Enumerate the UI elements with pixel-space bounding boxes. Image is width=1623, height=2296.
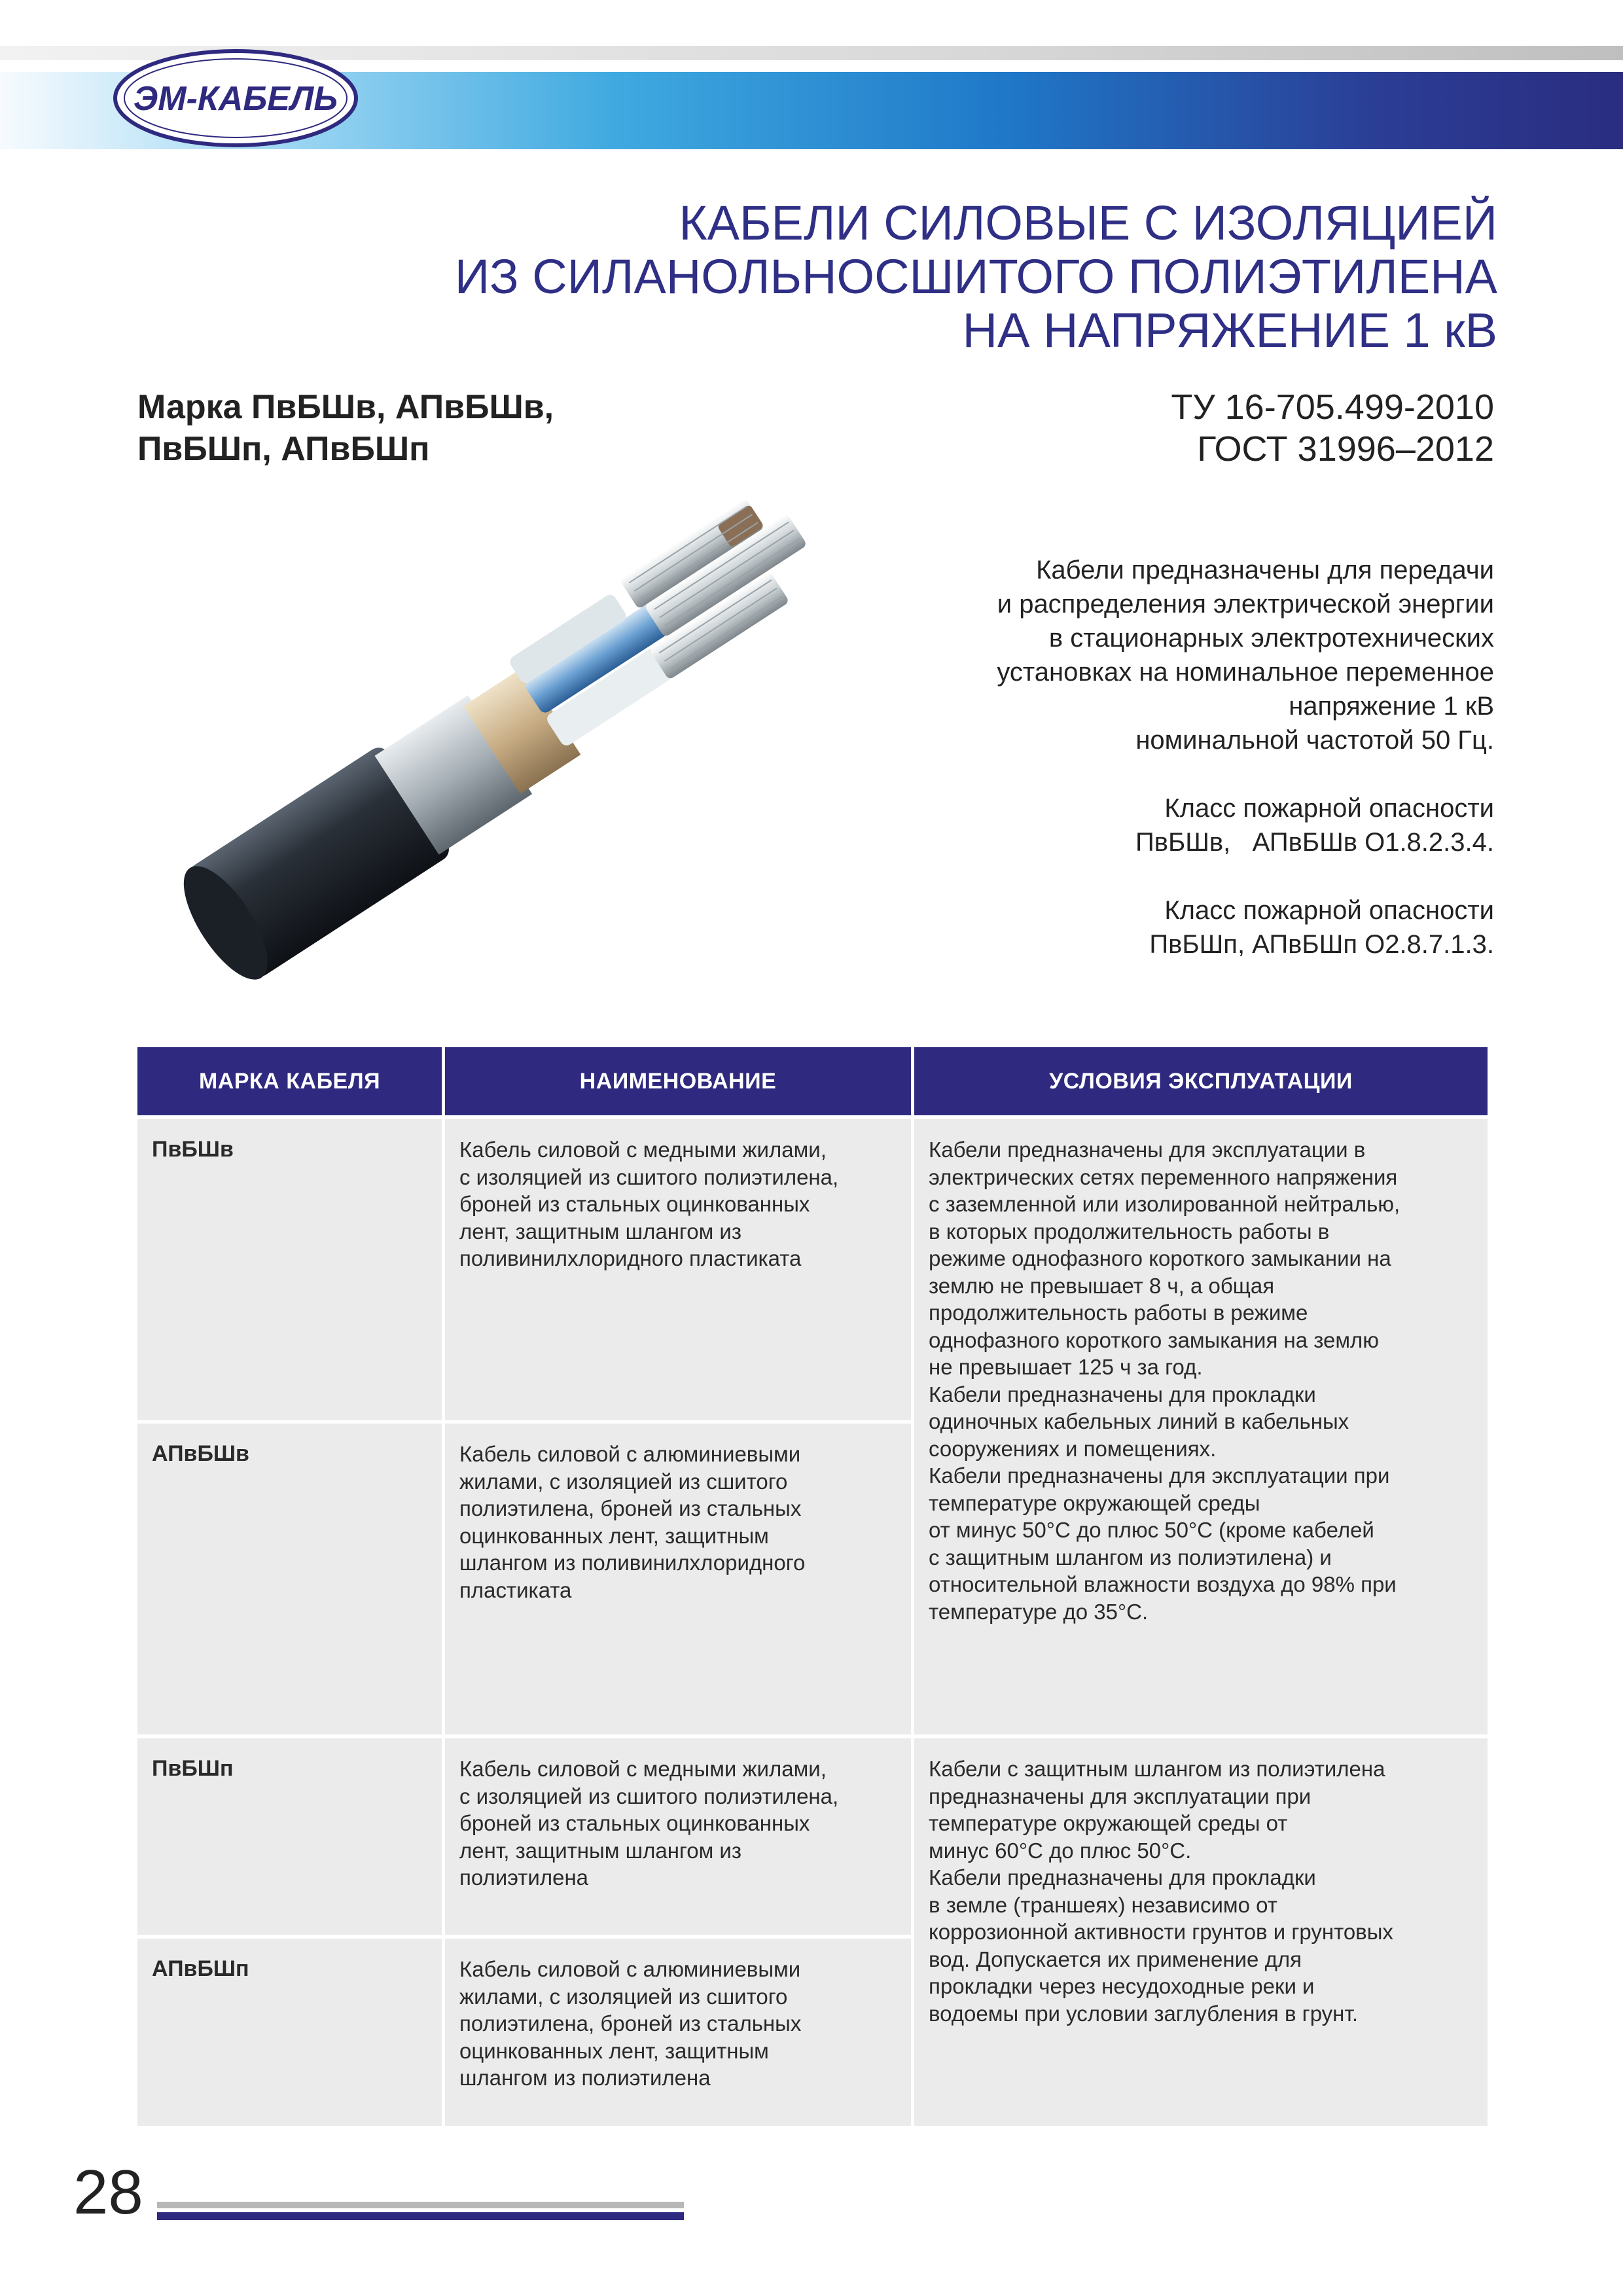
table-cell-conditions: Кабели с защитным шлангом из полиэтилена предназначены для эксплуатации при температуре окружающей среды от минус 60°С до плюс 50°С. Кабели предназначены для прокладки в земле (траншеях) независимо от коррозионной активности грунтов и грунтовых вод. Допускается их применение для прокладки через несудоходные реки и водоемы при условии заглубления в грунт.	[914, 1738, 1488, 2126]
table-header-mark: МАРКА КАБЕЛЯ	[137, 1047, 442, 1115]
fire-class-value: ПвБШв, АПвБШв О1.8.2.3.4.	[1135, 828, 1494, 857]
description-line: установках на номинальное переменное	[997, 658, 1494, 687]
table-cell-name: Кабель силовой с алюминиевыми жилами, с изоляцией из сшитого полиэтилена, броней из стальных оцинкованных лент, защитным шлангом из полиэтилена	[445, 1939, 911, 2126]
description-line: Кабели предназначены для передачи	[1036, 556, 1494, 584]
table-header-conditions: УСЛОВИЯ ЭКСПЛУАТАЦИИ	[914, 1047, 1488, 1115]
standards-block	[905, 386, 1494, 470]
cable-mark-line: Марка ПвБШв, АПвБШв,	[137, 388, 554, 426]
footer-rule-blue	[157, 2212, 684, 2220]
page-title-line: КАБЕЛИ СИЛОВЫЕ С ИЗОЛЯЦИЕЙ	[679, 196, 1497, 250]
cable-mark-heading	[137, 386, 726, 470]
description-line: и распределения электрической энергии	[997, 590, 1494, 619]
standard-tu: ТУ 16-705.499-2010	[1171, 387, 1494, 427]
page-number: 28	[73, 2157, 143, 2227]
table-cell-name: Кабель силовой с медными жилами, с изоляцией из сшитого полиэтилена, броней из стальных оцинкованных лент, защитным шлангом из поливинилхлоридного пластиката	[445, 1119, 911, 1420]
table-cell-name: Кабель силовой с алюминиевыми жилами, с изоляцией из сшитого полиэтилена, броней из стальных оцинкованных лент, защитным шлангом из поливинилхлоридного пластиката	[445, 1424, 911, 1734]
fire-class-label: Класс пожарной опасности	[1164, 794, 1494, 823]
brand-logo	[110, 46, 362, 151]
brand-logo-text: ЭМ-КАБЕЛЬ	[133, 80, 338, 118]
footer-rule-grey	[157, 2202, 684, 2208]
table-cell-mark: ПвБШп	[137, 1738, 442, 1935]
fire-class-label: Класс пожарной опасности	[1164, 896, 1494, 925]
page-title-line: НА НАПРЯЖЕНИЕ 1 кВ	[962, 303, 1497, 357]
table-cell-conditions: Кабели предназначены для эксплуатации в электрических сетях переменного напряжения с заземленной или изолированной нейтралью, в которых продолжительность работы в режиме однофазного короткого замыкании на землю не превышает 8 ч, а общая продолжительность работы в режиме однофазного короткого замыкания на землю не превышает 125 ч за год. Кабели предназначены для прокладки одиночных кабельных линий в кабельных сооружениях и помещениях. Кабели предназначены для эксплуатации при температуре окружающей среды от минус 50°С до плюс 50°С (кроме кабелей с защитным шлангом из полиэтилена) и относительной влажности воздуха до 98% при температуре до 35°С.	[914, 1119, 1488, 1734]
table-cell-mark: АПвБШп	[137, 1939, 442, 2126]
table-cell-mark: ПвБШв	[137, 1119, 442, 1420]
fire-class-value: ПвБШп, АПвБШп О2.8.7.1.3.	[1149, 930, 1494, 959]
cable-illustration	[118, 458, 890, 995]
spec-table	[137, 1047, 1488, 2126]
page-title-line: ИЗ СИЛАНОЛЬНОСШИТОГО ПОЛИЭТИЛЕНА	[454, 249, 1497, 304]
table-header-name: НАИМЕНОВАНИЕ	[445, 1047, 911, 1115]
table-cell-name: Кабель силовой с медными жилами, с изоляцией из сшитого полиэтилена, броней из стальных оцинкованных лент, защитным шлангом из полиэтилена	[445, 1738, 911, 1935]
page-title	[385, 196, 1497, 357]
cable-mark-line: ПвБШп, АПвБШп	[137, 430, 430, 468]
description-line: в стационарных электротехнических	[1048, 624, 1494, 653]
cable-description	[840, 553, 1494, 961]
description-line: напряжение 1 кВ	[1289, 692, 1494, 721]
table-cell-mark: АПвБШв	[137, 1424, 442, 1734]
description-line: номинальной частотой 50 Гц.	[1135, 726, 1494, 755]
standard-gost: ГОСТ 31996–2012	[1197, 429, 1494, 469]
